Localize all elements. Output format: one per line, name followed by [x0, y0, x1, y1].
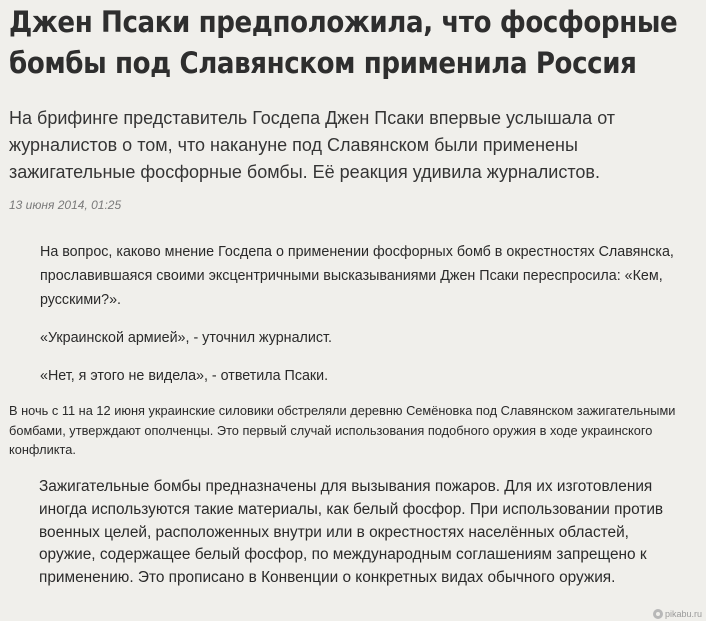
watermark	[653, 609, 702, 619]
article-date: 13 июня 2014, 01:25	[9, 198, 122, 212]
article-quote	[40, 240, 690, 402]
quote-paragraph-1: На вопрос, каково мнение Госдепа о применении фосфорных бомб в окрестностях Славянска, прославившаяся своими эксцентричными высказываниями Джен Псаки переспросила: «Кем, русскими?».	[40, 244, 674, 308]
watermark-text: pikabu.ru	[664, 609, 702, 619]
quote-paragraph-3: «Нет, я этого не видела», - ответила Псаки.	[40, 368, 329, 384]
quote-paragraph-2: «Украинской армией», - уточнил журналист.	[40, 330, 332, 346]
pikabu-logo-icon	[653, 609, 663, 619]
article-note: Зажигательные бомбы предназначены для вызывания пожаров. Для их изготовления иногда используются такие материалы, как белый фосфор. При использовании против военных целей, расположенных внутри или в окрестностях населённых областей, оружие, содержащее белый фосфор, по международным соглашениям запрещено к применению. Это прописано в Конвенции о конкретных видах обычного оружия.	[39, 478, 664, 587]
article-lead: На брифинге представитель Госдепа Джен Псаки впервые услышала от журналистов о том, что накануне под Славянском были применены зажигательные фосфорные бомбы. Её реакция удивила журналистов.	[9, 108, 616, 182]
article-title: Джен Псаки предположила, что фосфорные бомбы под Славянском применила Россия	[9, 5, 678, 80]
article-body: В ночь с 11 на 12 июня украинские силовики обстреляли деревню Семёновка под Славянском зажигательными бомбами, утверждают ополченцы. Это первый случай использования подобного оружия в ходе украинского конфликта.	[9, 403, 676, 457]
